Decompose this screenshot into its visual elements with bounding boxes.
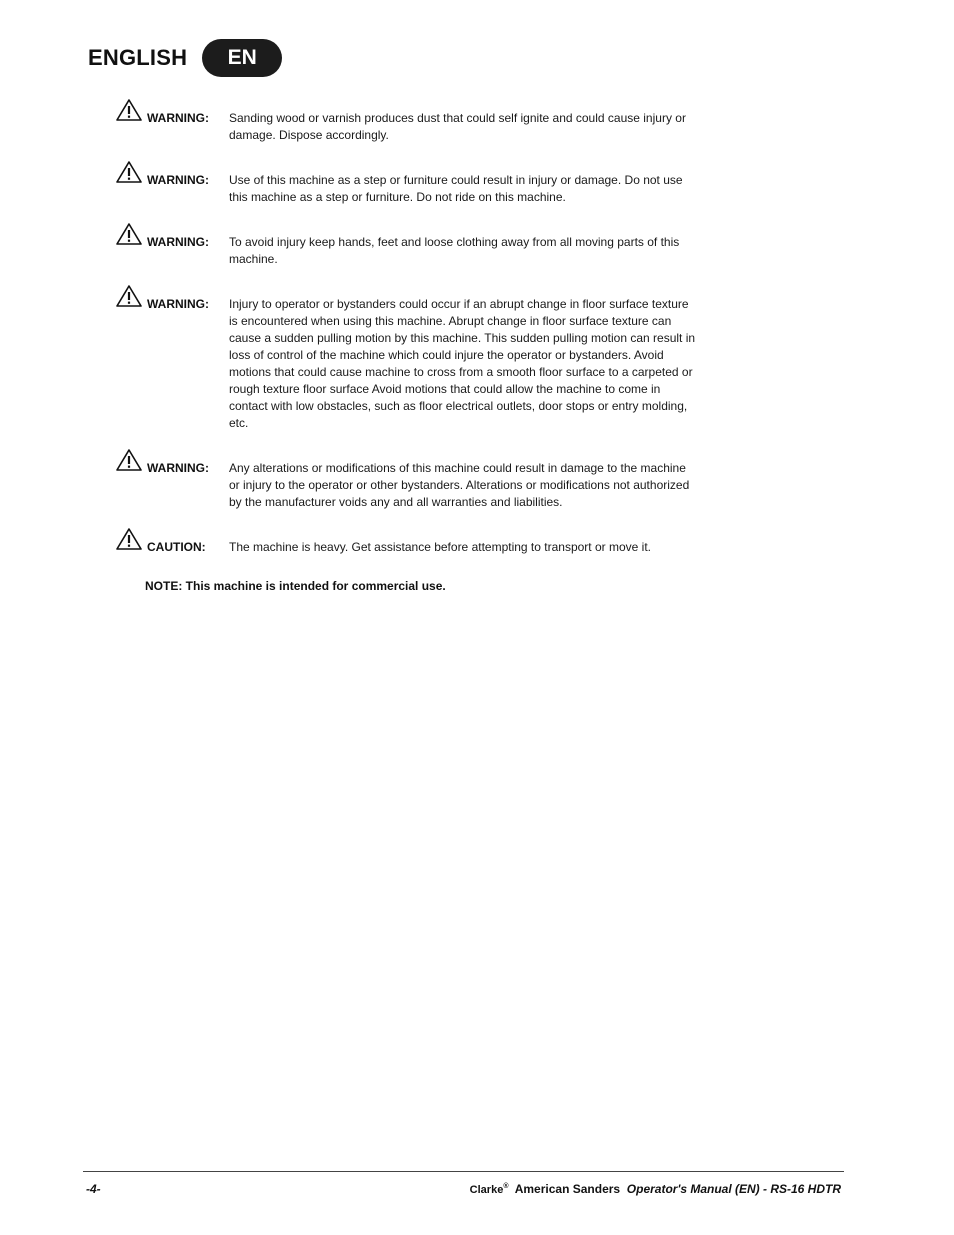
notice-text: Injury to operator or bystanders could occur if an abrupt change in floor surface texture is encountered when using this machine. Abrupt change in floor surface texture can cause a sudden pulling motion by this machine. This sudden pulling motion can result in loss of control of the machine which could injure the operator or bystanders. Avoid motions that could cause machine to cross from a smooth floor surface to a carpeted or rough texture floor surface Avoid motions that could allow the machine to come in contact with low obstacles, such as floor electrical outlets, door stops or entry molding, etc.	[229, 297, 696, 430]
notice-text: Any alterations or modifications of this machine could result in damage to the machine or injury to the operator or other bystanders. Alterations or modifications not authorized by the manufacturer voids any and all warranties and liabilities.	[229, 461, 690, 509]
footer-brand: Clarke	[469, 1184, 504, 1196]
notice-item	[116, 284, 716, 432]
footer-company: American Sanders	[514, 1182, 621, 1196]
warning-triangle-icon	[116, 222, 142, 246]
warning-triangle-icon	[116, 284, 142, 308]
notice-item	[116, 448, 716, 511]
notice-label: WARNING:	[147, 461, 209, 475]
language-title: ENGLISH	[88, 45, 188, 70]
footer-manual: Operator's Manual (EN) - RS-16 HDTR	[626, 1182, 841, 1196]
warning-triangle-icon	[116, 160, 142, 184]
notice-label: WARNING:	[147, 297, 209, 311]
warning-triangle-icon	[116, 448, 142, 472]
notice-label: CAUTION:	[147, 540, 206, 554]
warning-triangle-icon	[116, 98, 142, 122]
commercial-use-note: NOTE: This machine is intended for commercial use.	[145, 579, 446, 593]
registered-mark: ®	[503, 1183, 509, 1190]
notice-item	[116, 98, 716, 144]
footer-divider	[83, 1171, 844, 1172]
notice-item	[116, 160, 716, 206]
page-header	[88, 38, 282, 78]
notice-label: WARNING:	[147, 173, 209, 187]
page-number: -4-	[86, 1182, 101, 1196]
footer-manual-title	[470, 1182, 841, 1196]
notice-text: Use of this machine as a step or furniture could result in injury or damage. Do not use this machine as a step or furniture. Do not ride on this machine.	[229, 173, 683, 204]
notice-label: WARNING:	[147, 235, 209, 249]
notice-text: The machine is heavy. Get assistance before attempting to transport or move it.	[229, 540, 651, 554]
warning-triangle-icon	[116, 527, 142, 551]
language-code-badge: EN	[202, 39, 282, 77]
notice-label: WARNING:	[147, 111, 209, 125]
notice-text: Sanding wood or varnish produces dust that could self ignite and could cause injury or damage. Dispose accordingly.	[229, 111, 686, 142]
notice-text: To avoid injury keep hands, feet and loose clothing away from all moving parts of this machine.	[229, 235, 680, 266]
notice-item	[116, 222, 716, 268]
safety-notices	[116, 98, 716, 572]
notice-item	[116, 527, 716, 556]
